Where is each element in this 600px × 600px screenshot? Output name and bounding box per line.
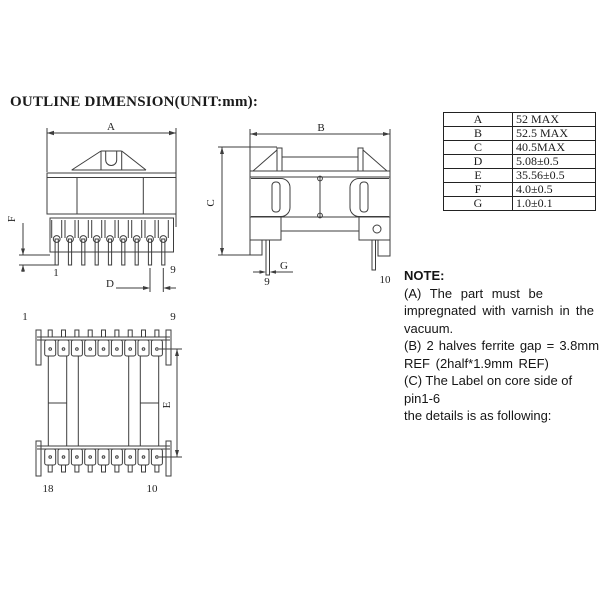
bobbin-body-front (47, 173, 176, 214)
dim-c-label: C (205, 199, 217, 207)
pin-header-front (50, 218, 174, 265)
pin1-label-top: 1 (22, 311, 28, 323)
base-side (250, 217, 390, 275)
notes-block (404, 267, 600, 425)
pin-row-bottom (36, 441, 171, 476)
table-row (444, 155, 596, 169)
dim-f-label: F (6, 215, 18, 223)
pin10-label-side: 10 (379, 274, 391, 286)
note-line: REF (2half*1.9mm REF) (404, 355, 549, 371)
pin10-label-top: 10 (146, 483, 158, 495)
note-line: vacuum. (404, 320, 454, 336)
note-line: (C) The Label on core side of pin1-6 (404, 373, 573, 406)
table-row (444, 113, 596, 127)
dim-value: 52 MAX (513, 113, 596, 127)
notes-heading: NOTE: (404, 268, 445, 283)
locating-hole (373, 225, 381, 233)
pin1-label-front: 1 (53, 267, 59, 279)
table-row (444, 197, 596, 211)
dim-value: 52.5 MAX (513, 127, 596, 141)
front-view-drawing (0, 115, 200, 300)
dim-c (205, 147, 277, 255)
table-row (444, 127, 596, 141)
dim-param: G (444, 197, 513, 211)
dim-g (253, 260, 293, 274)
dim-param: D (444, 155, 513, 169)
core-top (72, 151, 146, 170)
table-row (444, 141, 596, 155)
pin9-label-front: 9 (170, 264, 176, 276)
dim-value: 5.08±0.5 (513, 155, 596, 169)
pin9-label-side: 9 (264, 276, 270, 288)
dim-param: A (444, 113, 513, 127)
pin-row-top (36, 330, 171, 365)
dim-d (106, 268, 176, 292)
page-title: OUTLINE DIMENSION(UNIT:mm): (10, 94, 259, 110)
side-view-drawing (205, 110, 405, 305)
dim-value: 4.0±0.5 (513, 183, 596, 197)
note-line: (A) The part must be (404, 285, 543, 301)
dim-g-label: G (280, 260, 288, 272)
dim-param: F (444, 183, 513, 197)
dimension-table (443, 112, 596, 211)
dim-value: 1.0±0.1 (513, 197, 596, 211)
note-line: the details is as following: (404, 408, 552, 423)
pin18-label-top: 18 (42, 483, 54, 495)
table-row (444, 169, 596, 183)
dim-value: 40.5MAX (513, 141, 596, 155)
bobbin-body-top (48, 356, 158, 446)
dim-param: B (444, 127, 513, 141)
top-view-drawing (10, 300, 210, 510)
dim-param: C (444, 141, 513, 155)
dim-d-label: D (106, 278, 114, 290)
note-line: impregnated with varnish in the (404, 303, 594, 318)
table-row (444, 183, 596, 197)
dim-b (250, 122, 390, 136)
dim-param: E (444, 169, 513, 183)
dim-b-label: B (317, 122, 325, 134)
note-line: (B) 2 halves ferrite gap = 3.8mm (404, 338, 600, 353)
dim-value: 35.56±0.5 (513, 169, 596, 183)
dim-e-label: E (161, 401, 173, 409)
core-side-top (253, 148, 387, 171)
pin9-label-top: 9 (170, 311, 176, 323)
dim-a (47, 121, 176, 227)
dim-a-label: A (107, 121, 115, 133)
bobbin-body-side (250, 171, 390, 218)
